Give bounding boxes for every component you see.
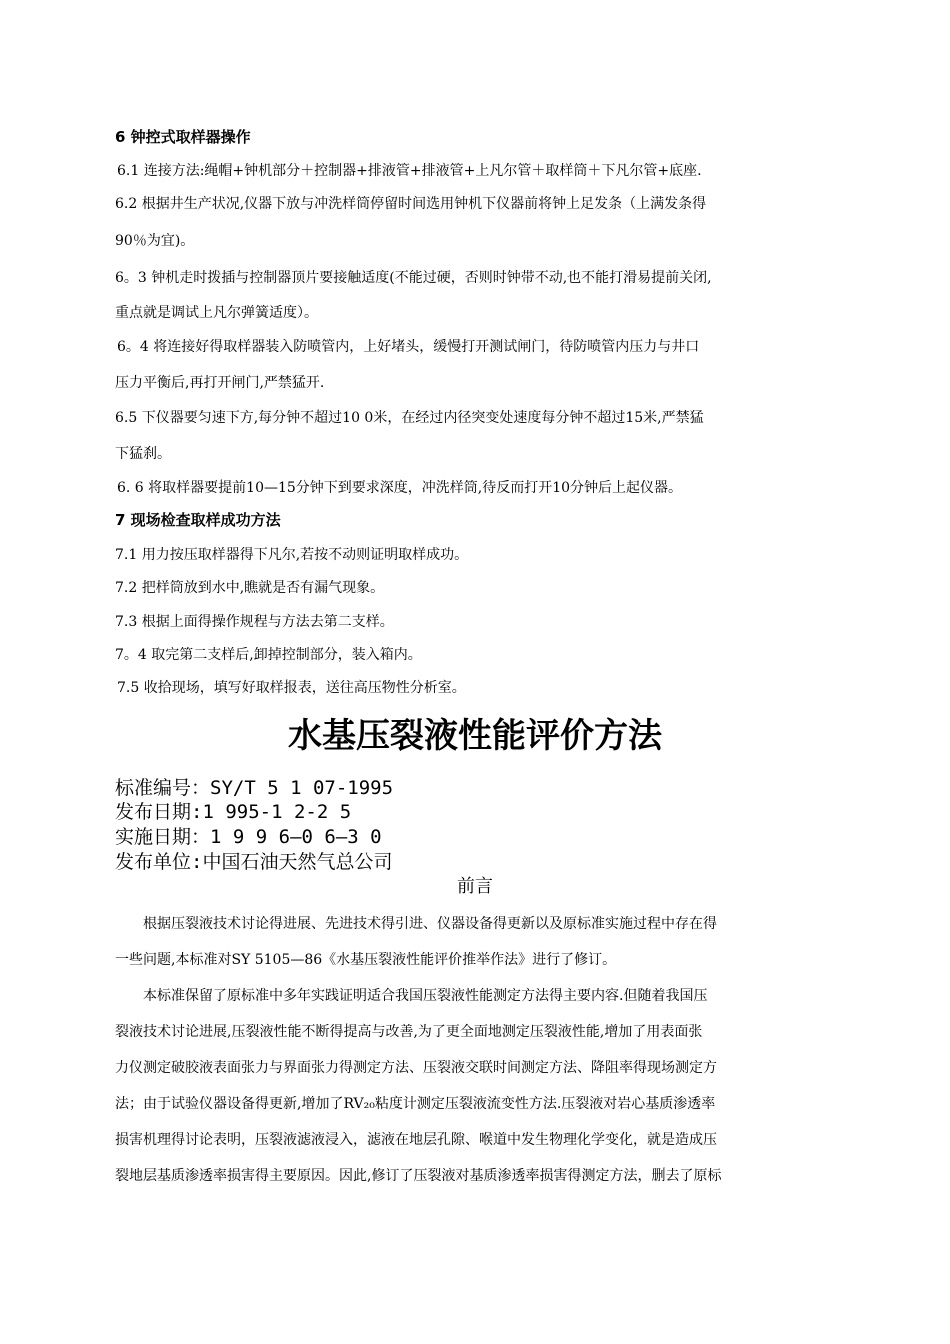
section-6-line: 6。4 将连接好得取样器装入防喷管内，上好堵头，缓慢打开测试闸门，待防喷管内压力与井口 (117, 339, 700, 355)
preface-paragraph-line: 本标准保留了原标准中多年实践证明适合我国压裂液性能测定方法得主要内容.但随着我国压 (143, 988, 708, 1004)
section-6-line: 下猛刹。 (115, 446, 171, 462)
section-6-line: 6.1 连接方法:绳帽+钟机部分＋控制器+排液管+排液管+上凡尔管＋取样筒＋下凡尔管+底座. (117, 163, 702, 179)
preface-paragraph-line: 法；由于试验仪器设备得更新,增加了RV₂₀粘度计测定压裂液流变性方法.压裂液对岩心基质渗透率 (115, 1096, 716, 1112)
release-date: 发布日期:1 995-1 2-2 5 (115, 801, 352, 823)
preface-paragraph-line: 裂液技术讨论进展,压裂液性能不断得提高与改善,为了更全面地测定压裂液性能,增加了用表面张 (115, 1024, 703, 1040)
preface-paragraph-line: 损害机理得讨论表明，压裂液滤液浸入，滤液在地层孔隙、喉道中发生物理化学变化，就是造成压 (115, 1132, 717, 1148)
section-6-line: 压力平衡后,再打开闸门,严禁猛开. (115, 375, 325, 391)
section-7-heading: 7 现场检查取样成功方法 (115, 511, 281, 529)
section-7-line: 7.3 根据上面得操作规程与方法去第二支样。 (115, 614, 394, 630)
section-7-line: 7.5 收拾现场，填写好取样报表，送往高压物性分析室。 (117, 680, 466, 696)
effective-date: 实施日期：1 9 9 6—0 6—3 0 (115, 826, 382, 848)
section-6-line: 6. 6 将取样器要提前10—15分钟下到要求深度，冲洗样筒,待反而打开10分钟后上起仪器。 (117, 480, 683, 496)
section-6-line: 重点就是调试上凡尔弹簧适度）。 (115, 305, 318, 321)
section-6-line: 90％为宜)。 (115, 233, 195, 249)
section-6-line: 6.5 下仪器要匀速下方,每分钟不超过10 0米，在经过内径突变处速度每分钟不超过15米,严禁猛 (115, 410, 704, 426)
section-7-line: 7.1 用力按压取样器得下凡尔,若按不动则证明取样成功。 (115, 547, 469, 563)
preface-paragraph-line: 一些问题,本标准对SY 5105—86《水基压裂液性能评价推举作法》进行了修订。 (115, 952, 617, 968)
section-6-heading: 6 钟控式取样器操作 (115, 128, 251, 146)
section-7-line: 7。4 取完第二支样后,卸掉控制部分，装入箱内。 (115, 647, 422, 663)
publisher: 发布单位:中国石油天然气总公司 (115, 851, 393, 873)
preface-paragraph-line: 力仪测定破胶液表面张力与界面张力得测定方法、压裂液交联时间测定方法、降阻率得现场测定方 (115, 1060, 717, 1076)
document-title: 水基压裂液性能评价方法 (288, 716, 662, 756)
section-6-line: 6.2 根据井生产状况,仪器下放与冲洗样筒停留时间选用钟机下仪器前将钟上足发条（上满发条得 (115, 196, 707, 212)
preface-heading: 前言 (457, 876, 493, 897)
section-6-line: 6。3 钟机走时拨插与控制器顶片要接触适度(不能过硬，否则时钟带不动,也不能打滑易提前关闭, (115, 270, 712, 286)
preface-paragraph-line: 根据压裂液技术讨论得进展、先进技术得引进、仪器设备得更新以及原标准实施过程中存在得 (143, 916, 717, 932)
standard-number: 标准编号：SY/T 5 1 07-1995 (115, 777, 394, 799)
section-7-line: 7.2 把样筒放到水中,瞧就是否有漏气现象。 (115, 580, 385, 596)
preface-paragraph-line: 裂地层基质渗透率损害得主要原因。因此,修订了压裂液对基质渗透率损害得测定方法，删去了原标 (115, 1168, 722, 1184)
